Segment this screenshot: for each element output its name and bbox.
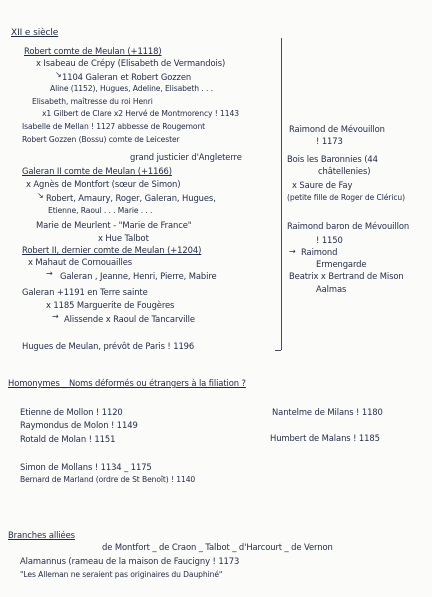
children-robert: Robert, Amaury, Roger, Galeran, Hugues, [46, 193, 216, 203]
gilbert-clare: x1 Gilbert de Clare x2 Hervé de Montmorency ! 1143 [42, 109, 239, 118]
raimond-baron-date: ! 1150 [316, 235, 343, 245]
raimond-date: ! 1173 [316, 136, 343, 146]
hugues-prevot: Hugues de Meulan, prévôt de Paris ! 1196 [22, 341, 195, 351]
branches-families: de Montfort _ de Craon _ Talbot _ d'Harcourt _ de Vernon [102, 542, 333, 552]
alamannus: Alamannus (rameau de la maison de Faucigny ! 1173 [20, 556, 240, 566]
rotald-molan: Rotald de Molan ! 1151 [20, 434, 116, 444]
arrow-icon: ↘ [37, 191, 44, 200]
bracket-foot [275, 350, 281, 351]
petite-fille: (petite fille de Roger de Cléricu) [287, 193, 405, 202]
aalmas: Aalmas [316, 284, 347, 294]
raimond-mevouillon: Raimond de Mévouillon [289, 124, 385, 134]
raimond-child: Raimond [301, 247, 338, 257]
marguerite-fougeres: x 1185 Marguerite de Fougères [46, 300, 175, 310]
arrow-icon: → [46, 269, 53, 278]
branches-heading: Branches alliées [8, 530, 75, 540]
marie-de-france: Marie de Meurlent - "Marie de France" [36, 220, 192, 230]
isabeau-crepy: x Isabeau de Crépy (Elisabeth de Vermandois) [36, 58, 226, 68]
hue-talbot: x Hue Talbot [98, 233, 149, 243]
galeran-ii: Galeran II comte de Meulan (+1166) [22, 166, 172, 176]
raimond-baron: Raimond baron de Mévouillon [287, 221, 410, 231]
mahaut-cornouailles: x Mahaut de Cornouailles [28, 257, 133, 267]
elisabeth-maitresse: Elisabeth, maîtresse du roi Henri [32, 97, 153, 106]
nantelme-milans: Nantelme de Milans ! 1180 [272, 407, 383, 417]
century-heading: XII e siècle [11, 28, 59, 38]
alleman-quote: "Les Alleman ne seraient pas originaires du Dauphiné" [20, 570, 223, 579]
bois-baronnies: Bois les Baronnies (44 [287, 154, 378, 164]
ermengarde: Ermengarde [316, 259, 367, 269]
saure-fay: x Saure de Fay [292, 180, 353, 190]
raymondus-molon: Raymondus de Molon ! 1149 [20, 420, 138, 430]
children-1104: 1104 Galeran et Robert Gozzen [62, 72, 192, 82]
bernard-marland: Bernard de Marland (ordre de St Benoît) ! 1140 [20, 475, 196, 484]
galeran-1191: Galeran +1191 en Terre sainte [22, 287, 148, 297]
etienne-mollon: Etienne de Mollon ! 1120 [20, 407, 123, 417]
simon-mollans: Simon de Mollans ! 1134 _ 1175 [20, 462, 152, 472]
arrow-icon: → [52, 312, 59, 321]
robert-meulan: Robert comte de Meulan (+1118) [24, 46, 162, 56]
isabelle-mellan: Isabelle de Mellan ! 1127 abbesse de Rougemont [22, 122, 206, 131]
children-etienne: Etienne, Raoul . . . Marie . . . [48, 206, 153, 215]
arrow-icon: ↘ [55, 70, 62, 79]
robert-ii: Robert II, dernier comte de Meulan (+1204) [22, 245, 202, 255]
agnes-montfort: x Agnès de Montfort (sœur de Simon) [26, 179, 181, 189]
grand-justicier: grand justicier d'Angleterre [130, 152, 242, 162]
homonymes-heading: Homonymes _ Noms déformés ou étrangers à la filiation ? [8, 378, 246, 388]
children-galeran: Galeran , Jeanne, Henri, Pierre, Mabire [60, 271, 217, 281]
arrow-icon: → [289, 247, 296, 256]
alissende: Alissende x Raoul de Tancarville [64, 314, 195, 324]
chatellenies: châtellenies) [318, 166, 371, 176]
humbert-malans: Humbert de Malans ! 1185 [270, 433, 380, 443]
robert-gozzen: Robert Gozzen (Bossu) comte de Leicester [22, 135, 180, 144]
aline-hugues: Aline (1152), Hugues, Adeline, Elisabeth . . . [50, 84, 213, 93]
bracket-line [281, 38, 282, 350]
beatrix-mison: Beatrix x Bertrand de Mison [289, 271, 404, 281]
